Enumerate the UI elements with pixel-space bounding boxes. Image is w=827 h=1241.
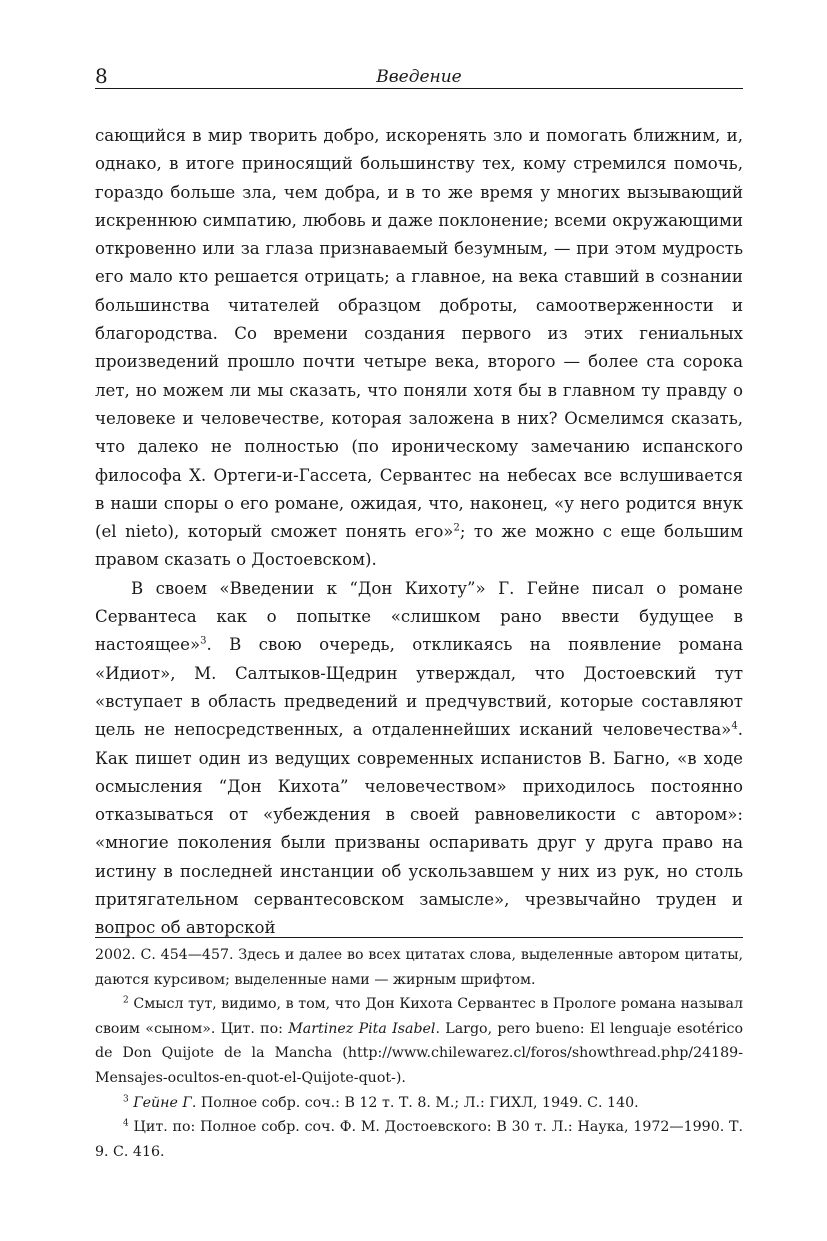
footnote-3 xyxy=(95,1091,743,1116)
footnote-ref-3: 3 xyxy=(200,635,207,647)
footnote-2-author: Martinez Pita Isabel xyxy=(288,1020,436,1037)
footnote-ref-2: 2 xyxy=(453,522,460,534)
footnote-3-number: 3 xyxy=(123,1093,129,1104)
section-title: Введение xyxy=(376,67,462,87)
footnote-3-author: Гейне Г. xyxy=(128,1094,197,1111)
footnotes xyxy=(95,943,743,1164)
footnote-2-text-a: Смысл тут, видимо, в том, что Дон Кихота Сервантес в Прологе романа называл своим «сыном». Цит. по: xyxy=(95,996,743,1037)
footnote-2-text-b: . Largo, pero bueno: El lenguaje esotérico de Don Quijote de la Mancha (http://www.chilewarez.cl/foros/showthread.php/24189-Mensajes-ocultos-en-quot-el-Quijote-quot-). xyxy=(95,1020,743,1086)
footnote-continuation: 2002. С. 454—457. Здесь и далее во всех цитатах слова, выделенные автором цитаты, даются курсивом; выделенные нами — жирным шрифтом. xyxy=(95,947,743,988)
page-number: 8 xyxy=(95,64,108,88)
paragraph-1 xyxy=(95,122,743,575)
footnote-ref-4: 4 xyxy=(731,720,738,732)
paragraph-2-part-c: . Как пишет один из ведущих современных испанистов В. Багно, «в ходе осмысления “Дон Кихота” человечеством» приходилось постоянно отказываться от «убеждения в своей равновеликости с автором»: «многие поколения были призваны оспаривать друг у друга право на истину в последней инстанции об ускользавшем у них из рук, но столь притягательном сервантесовском замысле», чрезвычайно труден и вопрос об авторской xyxy=(95,720,743,938)
running-head xyxy=(95,60,743,89)
footnote-4-text: Цит. по: Полное собр. соч. Ф. М. Достоевского: В 30 т. Л.: Наука, 1972—1990. Т. 9. С. 416. xyxy=(95,1119,743,1160)
paragraph-1-text: сающийся в мир творить добро, искоренять зло и помогать ближним, и, однако, в итоге приносящий большинству тех, кому стремился помочь, гораздо больше зла, чем добра, и в то же время у многих вызывающий искреннюю симпатию, любовь и даже поклонение; всеми окружающими откровенно или за глаза признаваемый безумным, — при этом мудрость его мало кто решается отрицать; а главное, на века ставший в сознании большинства читателей образцом доброты, самоотверженности и благородства. Со времени создания первого из этих гениальных произведений прошло почти четыре века, второго — более ста сорока лет, но можем ли мы сказать, что поняли хотя бы в главном ту правду о человеке и человечестве, которая заложена в них? Осмелимся сказать, что далеко не полностью (по ироническому замечанию испанского философа Х. Ортеги-и-Гассета, Сервантес на небесах все вслушивается в наши споры о его романе, ожидая, что, наконец, «у него родится внук (el nieto), который сможет понять его» xyxy=(95,126,743,542)
paragraph-2-part-a: В своем «Введении к “Дон Кихоту”» Г. Гейне писал о романе Сервантеса как о попытке «слишком рано ввести будущее в настоящее» xyxy=(95,578,743,655)
footnote-3-text: Полное собр. соч.: В 12 т. Т. 8. М.; Л.: ГИХЛ, 1949. С. 140. xyxy=(196,1094,639,1111)
paragraph-1-end: ; то же можно с еще большим правом сказать о Достоевском). xyxy=(95,522,743,570)
footnote-divider xyxy=(95,937,743,938)
footnote-2-number: 2 xyxy=(123,995,129,1006)
footnote-4-number: 4 xyxy=(123,1118,129,1129)
paragraph-2-part-b: . В свою очередь, откликаясь на появление романа «Идиот», М. Салтыков-Щедрин утверждал, что Достоевский тут «вступает в область предведений и предчувствий, которые составляют цель не непосредственных, а отдаленнейших исканий человечества» xyxy=(95,635,743,740)
paragraph-2 xyxy=(95,575,743,943)
footnote-4 xyxy=(95,1115,743,1164)
footnote-2 xyxy=(95,992,743,1090)
book-page xyxy=(95,60,743,1160)
body-text xyxy=(95,122,743,943)
